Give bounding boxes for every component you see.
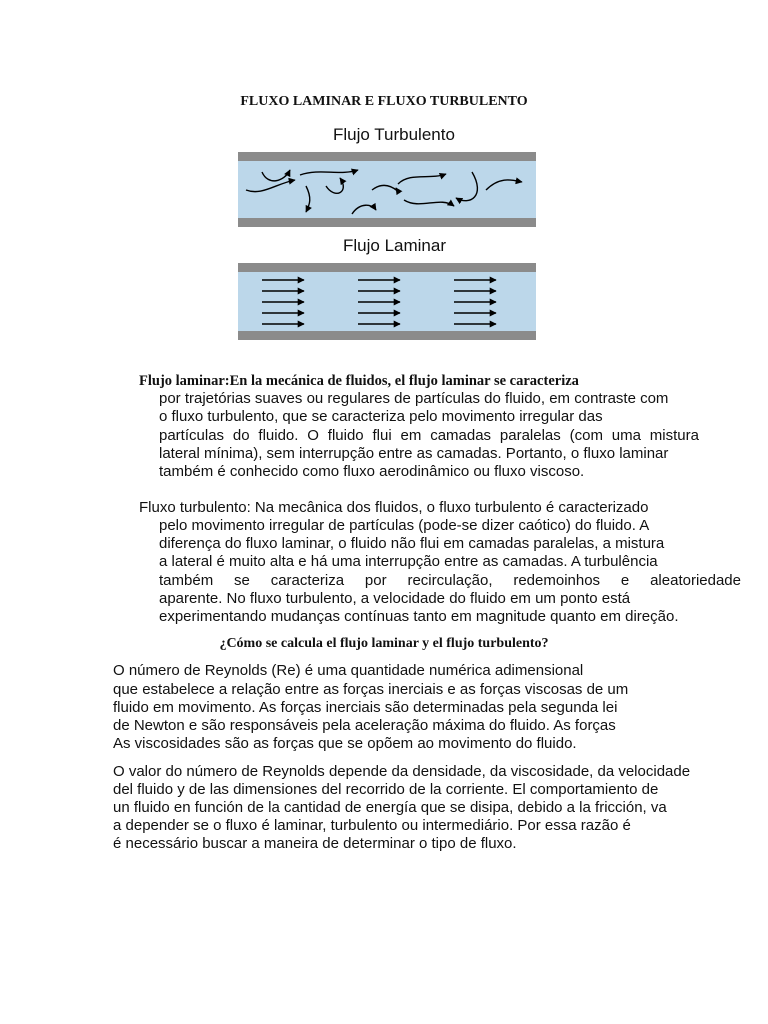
- laminar-line: por trajetórias suaves ou regulares de partículas do fluido, em contraste com: [159, 390, 669, 407]
- paragraph2-line: a depender se o fluxo é laminar, turbulento ou intermediário. Por essa razão é: [113, 817, 631, 834]
- paragraph1-line: As viscosidades são as forças que se opõem ao movimento do fluido.: [113, 735, 577, 752]
- turbulent-line: a lateral é muito alta e há uma interrupção entre as camadas. A turbulência: [159, 553, 658, 570]
- turbulent-line: pelo movimento irregular de partículas (pode-se dizer caótico) do fluido. A: [159, 517, 650, 534]
- paragraph2-line: del fluido y de las dimensiones del recorrido de la corriente. El comportamiento de: [113, 781, 659, 798]
- turbulent-line: experimentando mudanças contínuas tanto em magnitude quanto em direção.: [159, 608, 679, 625]
- paragraph1-line: fluido em movimento. As forças inerciais são determinadas pela segunda lei: [113, 699, 618, 716]
- turbulent-figure-label: Flujo Turbulento: [333, 125, 455, 144]
- turbulent-line: também se caracteriza por recirculação, redemoinhos e aleatoriedade: [159, 572, 741, 589]
- paragraph2-line: un fluido en función de la cantidad de energía que se disipa, debido a la fricción, va: [113, 799, 667, 816]
- laminar-lead-text: Flujo laminar:En la mecánica de fluidos, el flujo laminar se caracteriza: [139, 373, 579, 389]
- paragraph2-line: é necessário buscar a maneira de determinar o tipo de fluxo.: [113, 835, 517, 852]
- turbulent-lead-text: Fluxo turbulento: Na mecânica dos fluidos, o fluxo turbulento é caracterizado: [139, 499, 649, 516]
- turbulent-line: aparente. No fluxo turbulento, a velocidade do fluido em um ponto está: [159, 590, 631, 607]
- turbulent-pipe: [238, 152, 536, 227]
- turbulent-line: diferença do fluxo laminar, o fluido não flui em camadas paralelas, a mistura: [159, 535, 665, 552]
- document-title: FLUXO LAMINAR E FLUXO TURBULENTO: [240, 94, 528, 109]
- laminar-line: também é conhecido como fluxo aerodinâmico ou fluxo viscoso.: [159, 463, 585, 480]
- paragraph1-line: O número de Reynolds (Re) é uma quantidade numérica adimensional: [113, 662, 584, 679]
- laminar-line: lateral mínima), sem interrupção entre as camadas. Portanto, o fluxo laminar: [159, 445, 669, 462]
- paragraph2-line: O valor do número de Reynolds depende da densidade, da viscosidade, da velocidade: [113, 763, 691, 780]
- turbulent-bullet-lead: [139, 499, 648, 517]
- laminar-bullet-lead: [139, 372, 579, 390]
- laminar-figure-label: Flujo Laminar: [343, 236, 446, 255]
- section-question: ¿Cómo se calcula el flujo laminar y el flujo turbulento?: [219, 636, 549, 651]
- paragraph1-line: que estabelece a relação entre as forças inerciais e as forças viscosas de um: [113, 681, 629, 698]
- paragraph1-line: de Newton e são responsáveis pela aceleração máxima do fluido. As forças: [113, 717, 616, 734]
- laminar-line: o fluxo turbulento, que se caracteriza pelo movimento irregular das: [159, 408, 603, 425]
- laminar-line: partículas do fluido. O fluido flui em camadas paralelas (com uma mistura: [159, 427, 699, 444]
